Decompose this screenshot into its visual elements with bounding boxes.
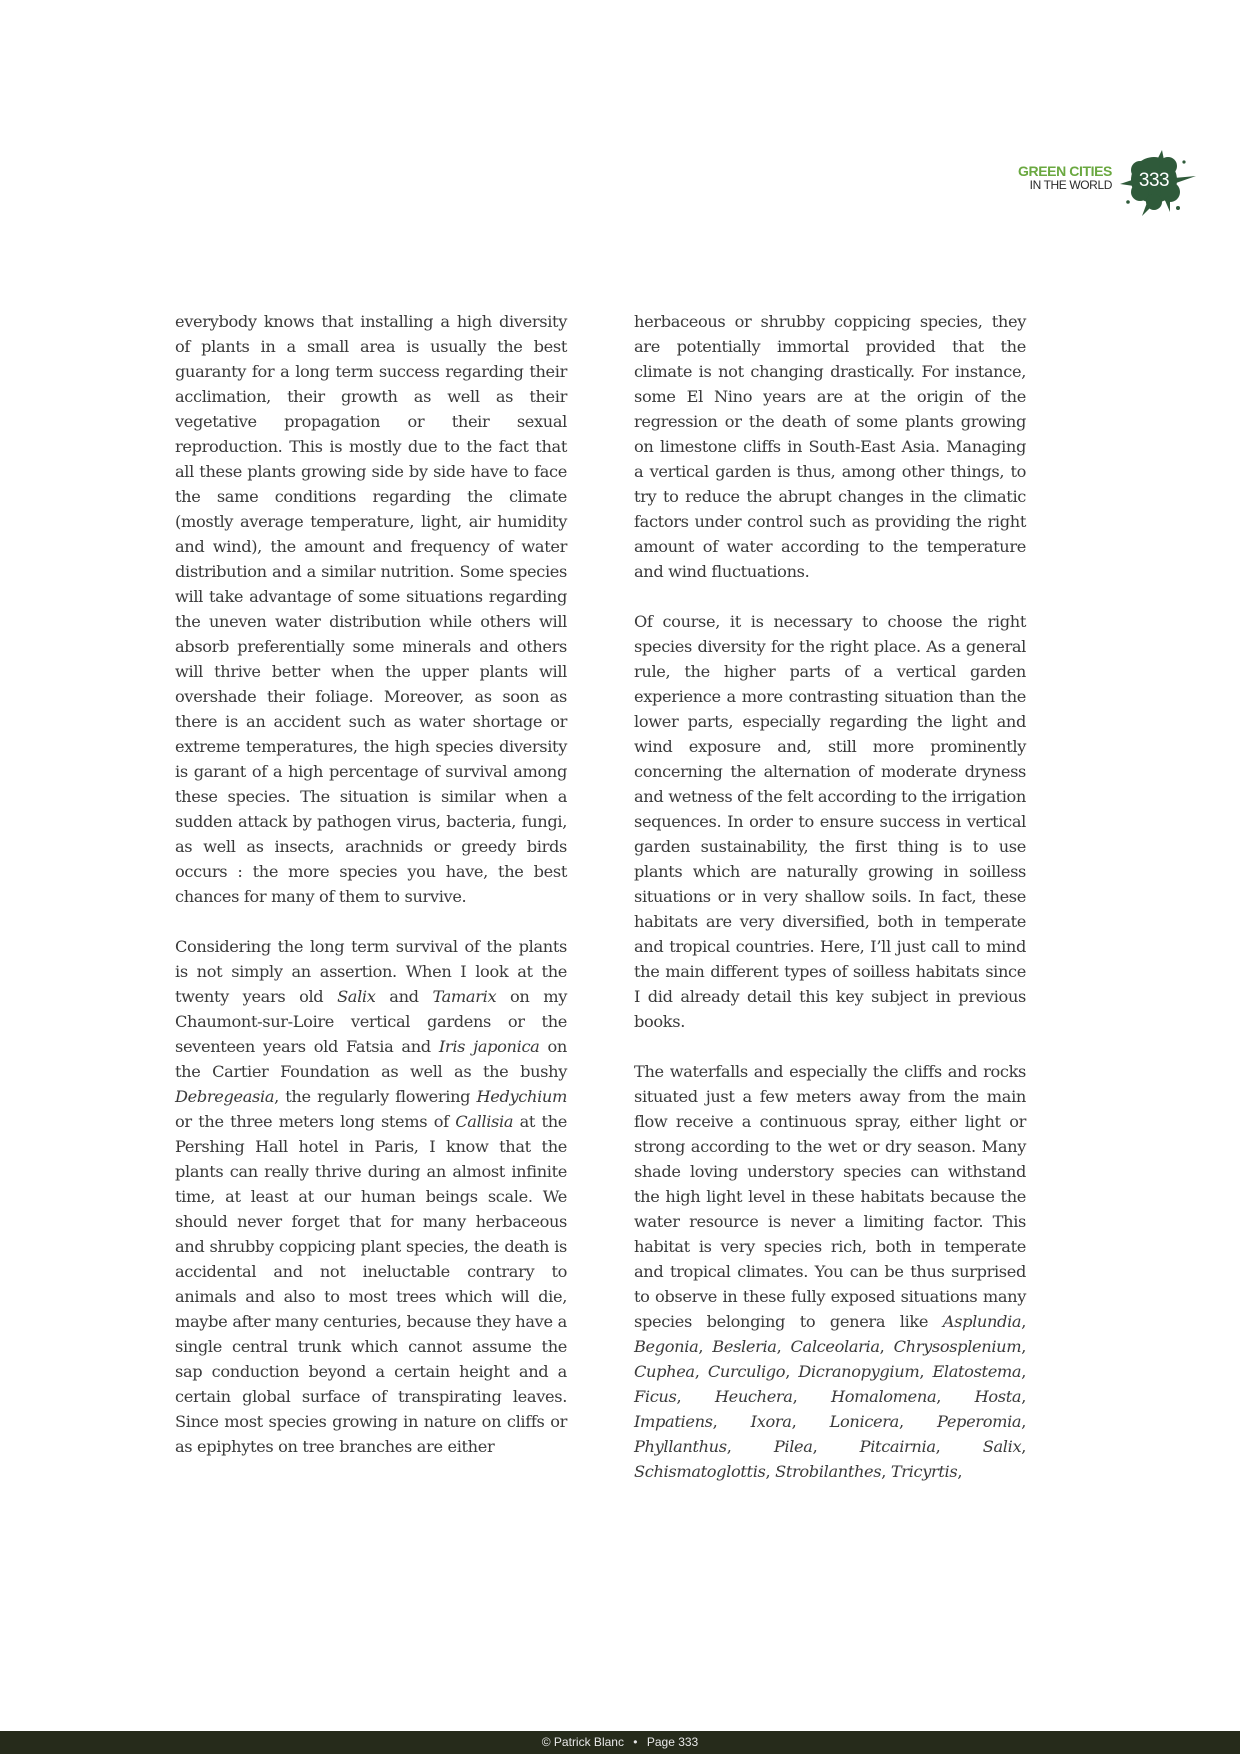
italic-species-name: Homalomena: [830, 1387, 937, 1406]
page-number-badge: [1118, 150, 1198, 220]
italic-species-name: Pitcairnia: [859, 1437, 936, 1456]
italic-species-name: Salix: [982, 1437, 1022, 1456]
text-run: ,: [1021, 1387, 1027, 1406]
italic-species-name: Hedychium: [476, 1087, 567, 1106]
text-run: ,: [694, 1362, 708, 1381]
italic-species-name: Elatostema: [932, 1362, 1022, 1381]
italic-species-name: Schismatoglottis: [634, 1462, 766, 1481]
italic-species-name: Pilea: [773, 1437, 813, 1456]
body-paragraph: [175, 934, 567, 1459]
brand-title: GREEN CITIES: [1018, 163, 1112, 179]
page-footer: [0, 1731, 1240, 1754]
text-run: ,: [879, 1337, 894, 1356]
text-run: ,: [698, 1337, 713, 1356]
italic-species-name: Ixora: [750, 1412, 792, 1431]
italic-species-name: Besleria: [712, 1337, 777, 1356]
italic-species-name: Chrysosplenium: [893, 1337, 1022, 1356]
text-run: everybody knows that installing a high diversity of plants in a small area is usually the best guaranty for a long term success regarding their acclimation, their growth as well as their vegetative propagation or their sexual reproduction. This is mostly due to the fact that all these plants growing side by side have to face the same conditions regarding the climate (mostly average temperature, light, air humidity and wind), the amount and frequency of water distribution and a similar nutrition. Some species will take advantage of some situations regarding the uneven water distribution while others will absorb preferentially some minerals and others will thrive better when the upper plants will overshade their foliage. Moreover, as soon as there is an accident such as water shortage or extreme temperatures, the high species diversity is garant of a high percentage of survival among these species. The situation is similar when a sudden attack by pathogen virus, bacteria, fungi, as well as insects, arachnids or greedy birds occurs : the more species you have, the best chances for many of them to survive.: [175, 312, 567, 906]
text-run: The waterfalls and especially the cliffs and rocks situated just a few meters away from the main flow receive a continuous spray, either light or strong according to the wet or dry season. Many shade loving understory species can withstand the high light level in these habitats because the water resource is never a limiting factor. This habitat is very species rich, both in temperate and tropical climates. You can be thus surprised to observe in these fully exposed situations many species belonging to genera like: [634, 1062, 1026, 1331]
text-run: on my Chaumont-sur-Loire vertical gardens or the seventeen years old Fatsia and: [175, 987, 567, 1056]
italic-species-name: Ficus: [634, 1387, 677, 1406]
italic-species-name: Callisia: [455, 1112, 514, 1131]
footer-page-label: Page 333: [646, 1735, 699, 1749]
text-run: ,: [812, 1437, 860, 1456]
text-run: ,: [881, 1462, 891, 1481]
italic-species-name: Phyllanthus: [634, 1437, 727, 1456]
body-paragraph: [175, 309, 567, 909]
text-run: ,: [791, 1412, 830, 1431]
text-run: ,: [935, 1437, 983, 1456]
italic-species-name: Lonicera: [829, 1412, 899, 1431]
text-run: at the Pershing Hall hotel in Paris, I know that the plants can really thrive during an almost infinite time, at least at our human beings scale. We should never forget that for many herbaceous and shrubby coppicing plant species, the death is accidental and not ineluctable contrary to animals and also to most trees which will die, maybe after many centuries, because they have a single central trunk which cannot assume the sap conduction beyond a certain height and a certain global surface of transpirating leaves. Since most species growing in nature on cliffs or as epiphytes on tree branches are either: [175, 1112, 567, 1456]
text-run: ,: [1021, 1412, 1027, 1431]
page-number: 333: [1138, 170, 1170, 191]
text-run: ,: [1021, 1337, 1027, 1356]
italic-species-name: Asplundia: [942, 1312, 1022, 1331]
italic-species-name: Hosta: [974, 1387, 1022, 1406]
footer-copyright: © Patrick Blanc: [541, 1735, 624, 1749]
italic-species-name: Tamarix: [432, 987, 497, 1006]
italic-species-name: Tricyrtis: [890, 1462, 958, 1481]
italic-species-name: Debregeasia: [175, 1087, 275, 1106]
text-run: or the three meters long stems of: [175, 1112, 456, 1131]
footer-separator: •: [633, 1735, 638, 1749]
italic-species-name: Strobilanthes: [775, 1462, 882, 1481]
italic-species-name: Cuphea: [634, 1362, 695, 1381]
text-run: ,: [1021, 1362, 1027, 1381]
text-run: ,: [765, 1462, 776, 1481]
text-run: ,: [1021, 1437, 1027, 1456]
text-run: herbaceous or shrubby coppicing species, they are potentially immortal provided that the climate is not changing drastically. For instance, some El Nino years are at the origin of the regression or the death of some plants growing on limestone cliffs in South-East Asia. Managing a vertical garden is thus, among other things, to try to reduce the abrupt changes in the climatic factors under control such as providing the right amount of water according to the temperature and wind fluctuations.: [634, 312, 1026, 581]
text-run: ,: [785, 1362, 799, 1381]
text-run: ,: [792, 1387, 831, 1406]
brand-subtitle: IN THE WORLD: [1029, 178, 1112, 192]
text-run: ,: [919, 1362, 933, 1381]
text-run: ,: [936, 1387, 975, 1406]
text-run: , the regularly flowering: [274, 1087, 477, 1106]
text-column-left: [175, 309, 567, 1459]
text-run: and: [375, 987, 433, 1006]
text-run: ,: [676, 1387, 715, 1406]
body-paragraph: [634, 1059, 1026, 1484]
text-run: ,: [726, 1437, 774, 1456]
running-header-brand: [1000, 164, 1112, 192]
text-run: Of course, it is necessary to choose the right species diversity for the right place. As a general rule, the higher parts of a vertical garden experience a more contrasting situation than the lower parts, especially regarding the light and wind exposure and, still more prominently concerning the alternation of moderate dryness and wetness of the felt according to the irrigation sequences. In order to ensure success in vertical garden sustainability, the first thing is to use plants which are naturally growing in soilless situations or in very shallow soils. In fact, these habitats are very diversified, both in temperate and tropical countries. Here, I’ll just call to mind the main different types of soilless habitats since I did already detail this key subject in previous books.: [634, 612, 1026, 1031]
italic-species-name: Iris japonica: [438, 1037, 540, 1056]
italic-species-name: Begonia: [634, 1337, 699, 1356]
text-run: on the Cartier Foundation as well as the bushy: [175, 1037, 567, 1081]
text-run: ,: [898, 1412, 938, 1431]
text-run: ,: [957, 1462, 963, 1481]
body-paragraph: [634, 309, 1026, 584]
body-paragraph: [634, 609, 1026, 1034]
text-column-right: [634, 309, 1026, 1484]
text-run: Considering the long term survival of the plants is not simply an assertion. When I look at the twenty years old: [175, 937, 567, 1006]
italic-species-name: Calceolaria: [790, 1337, 880, 1356]
italic-species-name: Impatiens: [634, 1412, 713, 1431]
italic-species-name: Heuchera: [714, 1387, 793, 1406]
italic-species-name: Curculigo: [707, 1362, 786, 1381]
italic-species-name: Salix: [337, 987, 376, 1006]
text-run: ,: [776, 1337, 791, 1356]
italic-species-name: Peperomia: [937, 1412, 1022, 1431]
italic-species-name: Dicranopygium: [798, 1362, 920, 1381]
text-run: ,: [712, 1412, 751, 1431]
text-run: ,: [1021, 1312, 1026, 1331]
